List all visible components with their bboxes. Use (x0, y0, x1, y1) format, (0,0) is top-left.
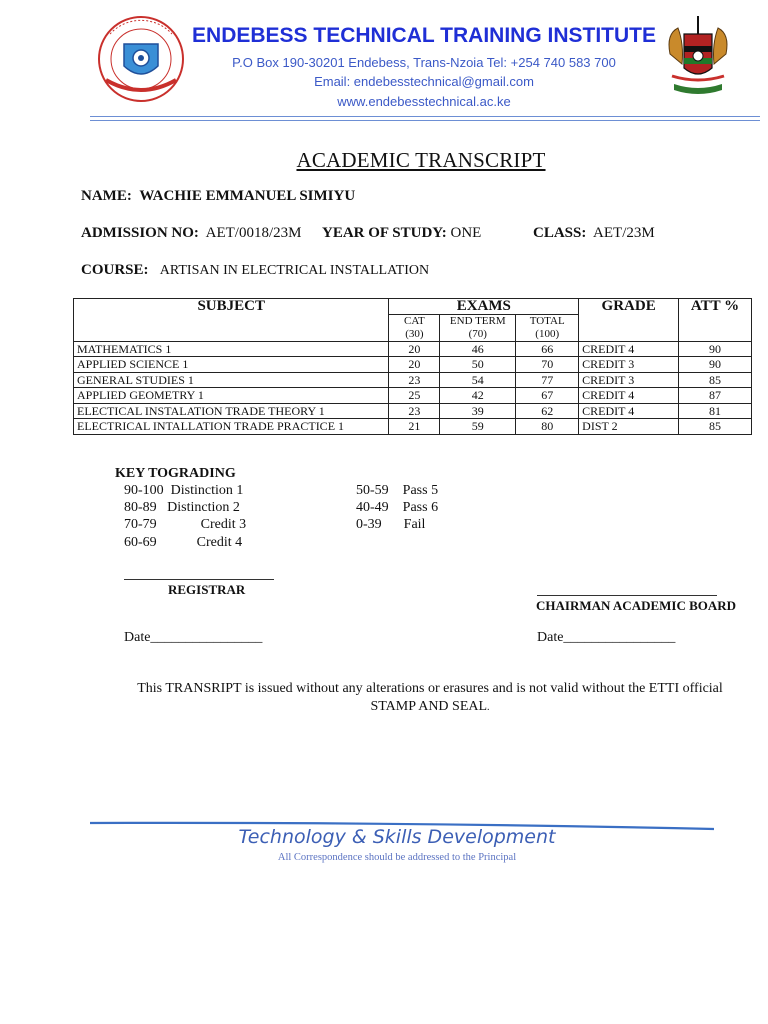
address-line: P.O Box 190-30201 Endebess, Trans-Nzoia Tel: +254 740 583 700 (232, 55, 616, 70)
exams-header: EXAMS (389, 299, 579, 315)
course-label: COURSE: (81, 262, 149, 278)
key-item: 70-79 Credit 3 (124, 517, 247, 532)
end-term-cell: 54 (440, 372, 516, 388)
subject-cell: APPLIED SCIENCE 1 (74, 357, 389, 373)
table-row (74, 388, 752, 404)
table-row (74, 357, 752, 373)
total-cell: 62 (516, 403, 579, 419)
website-line: www.endebesstechnical.ac.ke (337, 94, 511, 109)
grade-cell: CREDIT 3 (579, 357, 679, 373)
cat-cell: 23 (389, 372, 440, 388)
att-cell: 81 (679, 403, 752, 419)
year-field (322, 225, 481, 242)
grade-cell: CREDIT 4 (579, 341, 679, 357)
document-title: ACADEMIC TRANSCRIPT (296, 148, 546, 172)
att-cell: 90 (679, 357, 752, 373)
end-term-cell: 39 (440, 403, 516, 419)
grade-cell: CREDIT 4 (579, 388, 679, 404)
admission-value: AET/0018/23M (205, 225, 302, 241)
key-item: 0-39 Fail (356, 517, 426, 532)
course-field (81, 262, 429, 279)
cat-cell: 20 (389, 341, 440, 357)
chairman-label: CHAIRMAN ACADEMIC BOARD (536, 598, 737, 613)
class-value: AET/23M (593, 225, 655, 241)
year-label: YEAR OF STUDY: (322, 225, 447, 241)
end-term-cell: 42 (440, 388, 516, 404)
validity-note: This TRANSRIPT is issued without any alterations or erasures and is not valid without the ETTI official STAMP AND SEAL. (120, 680, 740, 716)
table-row (74, 403, 752, 419)
email-line: Email: endebesstechnical@gmail.com (314, 74, 534, 89)
cat-cell: 21 (389, 419, 440, 435)
total-header: TOTAL (100) (516, 314, 579, 341)
date-left: Date________________ (124, 630, 263, 645)
end-term-cell: 50 (440, 357, 516, 373)
cat-cell: 20 (389, 357, 440, 373)
registrar-label: REGISTRAR (168, 582, 246, 597)
subject-header: SUBJECT (74, 299, 389, 342)
grade-cell: CREDIT 3 (579, 372, 679, 388)
name-label: NAME: (81, 188, 132, 204)
table-row (74, 341, 752, 357)
att-cell: 85 (679, 419, 752, 435)
grade-header: GRADE (579, 299, 679, 342)
footer-tagline: Technology & Skills Development (238, 826, 556, 848)
admission-field (81, 225, 301, 242)
total-cell: 67 (516, 388, 579, 404)
total-cell: 80 (516, 419, 579, 435)
subject-cell: MATHEMATICS 1 (74, 341, 389, 357)
table-row (74, 419, 752, 435)
name-value: WACHIE EMMANUEL SIMIYU (139, 188, 356, 204)
grade-cell: DIST 2 (579, 419, 679, 435)
key-item: 80-89 Distinction 2 (124, 500, 240, 515)
key-item: 40-49 Pass 6 (356, 500, 439, 515)
end-term-cell: 59 (440, 419, 516, 435)
header-rule-top (90, 116, 760, 117)
institute-logo (96, 14, 186, 104)
header-rule-bottom (90, 120, 760, 121)
cat-header: CAT (30) (389, 314, 440, 341)
total-cell: 66 (516, 341, 579, 357)
admission-label: ADMISSION NO: (81, 225, 199, 241)
total-cell: 70 (516, 357, 579, 373)
end-term-header: END TERM (70) (440, 314, 516, 341)
year-value: ONE (450, 225, 482, 241)
cat-cell: 25 (389, 388, 440, 404)
subject-cell: ELECTICAL INSTALATION TRADE THEORY 1 (74, 403, 389, 419)
key-item: 90-100 Distinction 1 (124, 483, 244, 498)
key-item: 50-59 Pass 5 (356, 483, 439, 498)
footer-correspondence: All Correspondence should be addressed to the Principal (277, 852, 517, 863)
chairman-signature-line (537, 595, 717, 596)
grades-table (73, 298, 752, 435)
date-right: Date________________ (537, 630, 676, 645)
cat-cell: 23 (389, 403, 440, 419)
grading-key-title: KEY TOGRADING (115, 466, 236, 481)
key-item: 60-69 Credit 4 (124, 535, 243, 550)
class-field (533, 225, 655, 242)
subject-cell: ELECTRICAL INTALLATION TRADE PRACTICE 1 (74, 419, 389, 435)
att-cell: 87 (679, 388, 752, 404)
class-label: CLASS: (533, 225, 587, 241)
student-name-field (81, 188, 355, 205)
att-cell: 85 (679, 372, 752, 388)
coat-of-arms-emblem (662, 14, 734, 100)
course-value: ARTISAN IN ELECTRICAL INSTALLATION (159, 263, 430, 278)
att-cell: 90 (679, 341, 752, 357)
subject-cell: APPLIED GEOMETRY 1 (74, 388, 389, 404)
grade-cell: CREDIT 4 (579, 403, 679, 419)
total-cell: 77 (516, 372, 579, 388)
registrar-signature-line (124, 579, 274, 580)
table-header-row (74, 299, 752, 315)
validity-note-line1: This TRANSRIPT is issued without any alterations or erasures and is not valid without the ETTI official (137, 681, 723, 696)
validity-note-line2: STAMP AND SEAL (370, 698, 488, 714)
table-row (74, 372, 752, 388)
att-header: ATT % (679, 299, 752, 342)
end-term-cell: 46 (440, 341, 516, 357)
institute-name: ENDEBESS TECHNICAL TRAINING INSTITUTE (192, 24, 656, 47)
subject-cell: GENERAL STUDIES 1 (74, 372, 389, 388)
